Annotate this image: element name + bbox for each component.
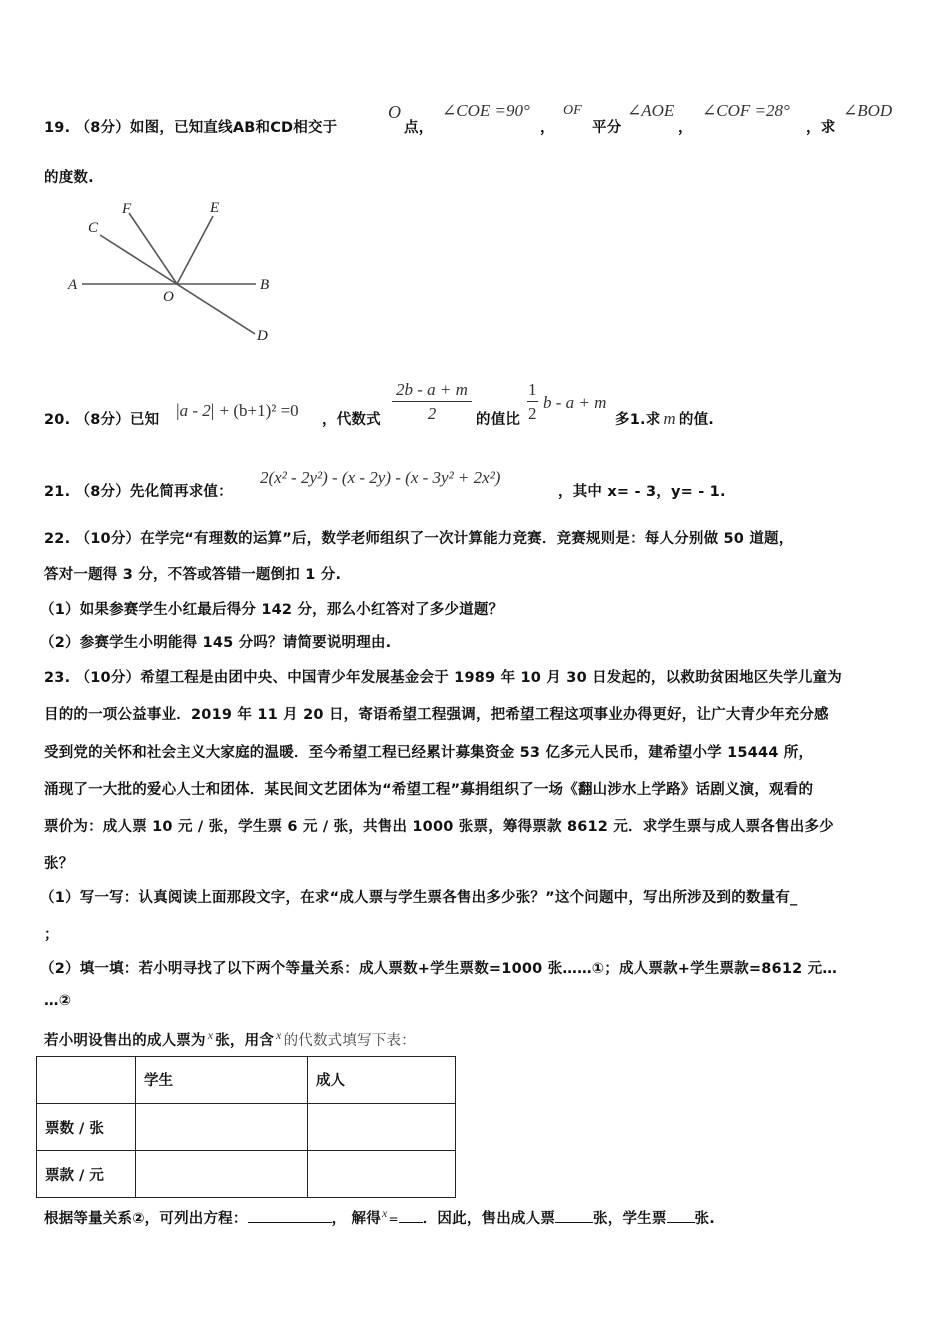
q19-angle-coe: ∠COE =90°	[442, 101, 530, 120]
table-row	[37, 1151, 456, 1198]
q19-comma1: ，	[540, 120, 555, 136]
q23-setup-b: 张，用含	[215, 1032, 275, 1049]
q20-text4: 的值.	[678, 412, 714, 428]
table-header-adult: 成人	[308, 1057, 456, 1104]
q19-line1	[44, 116, 337, 137]
table-row-label-count: 票数 / 张	[37, 1104, 136, 1151]
q20-frac2-den: 2	[528, 404, 537, 423]
q19-prefix: 19. （8分）如图，已知直线AB和CD相交于	[44, 120, 338, 136]
table-cell-student-count[interactable]	[136, 1104, 308, 1151]
q20-m: m	[663, 409, 676, 428]
label-e: E	[210, 200, 220, 216]
q23-para-line-5: 票价为：成人票 10 元 / 张，学生票 6 元 / 张，共售出 1000 张票，筹得票款 8612 元．求学生票与成人票各售出多少	[44, 819, 834, 835]
q19-comma2: ，	[678, 120, 693, 136]
q19-dian: 点，	[404, 120, 434, 136]
table-row-label-amount: 票款 / 元	[37, 1151, 136, 1198]
q19-angle-cof: ∠COF =28°	[702, 101, 790, 120]
q21-prefix: 21. （8分）先化简再求值：	[44, 484, 233, 500]
adult-ticket-blank[interactable]	[555, 1208, 593, 1223]
q22-sub2: （2）参赛学生小明能得 145 分吗？请简要说明理由.	[40, 635, 392, 651]
q19-angle-bod: ∠BOD	[843, 101, 893, 120]
q20-frac1-num: 2b - a + m	[392, 380, 472, 402]
label-c: C	[88, 220, 99, 236]
q21-suffix: ，其中 x= - 3，y= - 1.	[558, 484, 726, 500]
q20-cond-rest: + (b+1)² =0	[219, 401, 299, 420]
q23-sub2-line1: （2）填一填：若小明寻找了以下两个等量关系：成人票数+学生票数=1000 张……①；成人票款+学生票款=8612 元…	[40, 961, 838, 977]
q22-sub1: （1）如果参赛学生小红最后得分 142 分，那么小红答对了多少道题？	[40, 602, 504, 618]
q23-final-b: ， 解得	[331, 1210, 381, 1227]
table-header-student: 学生	[136, 1057, 308, 1104]
q23-x-3: x	[381, 1206, 388, 1220]
x-value-blank[interactable]	[399, 1208, 423, 1223]
label-f: F	[122, 201, 132, 217]
table-cell-adult-count[interactable]	[308, 1104, 456, 1151]
q19-point-o: O	[388, 102, 401, 122]
q23-sub1-line2: ；	[44, 927, 59, 943]
q20-fraction-1	[392, 380, 472, 424]
student-ticket-blank[interactable]	[667, 1208, 695, 1223]
q19-figure	[50, 190, 300, 350]
q23-final-d: 张，学生票	[593, 1210, 667, 1227]
q23-para-line-4: 涌现了一大批的爱心人士和团体．某民间文艺团体为“希望工程”募捐组织了一场《翻山涉水上学路》话剧义演，观看的	[44, 782, 814, 798]
q23-para-line-2: 目的的一项公益事业．2019 年 11 月 20 日，寄语希望工程强调，把希望工程这项事业办得更好，让广大青少年充分感	[44, 707, 829, 723]
table-row	[37, 1104, 456, 1151]
label-d: D	[257, 328, 268, 344]
q20-frac1-den: 2	[427, 404, 437, 423]
table-header-empty	[37, 1057, 136, 1104]
q23-sub2-line2: …②	[44, 993, 72, 1009]
q23-para-line-6: 张？	[44, 856, 74, 872]
q23-setup-a: 若小明设售出的成人票为	[44, 1032, 206, 1049]
table-cell-student-amount[interactable]	[136, 1151, 308, 1198]
q19-qiu: ，求	[806, 120, 836, 136]
q23-x-2: x	[276, 1028, 282, 1042]
q23-final-c: ．因此，售出成人票	[422, 1210, 556, 1227]
q19-angle-aoe: ∠AOE	[627, 101, 675, 120]
q23-sub1-line1: （1）写一写：认真阅读上面那段文字，在求“成人票与学生票各售出多少张？”这个问题中，写出所涉及到的数量有_	[40, 890, 798, 906]
q23-setup-c: 的代数式填写下表：	[283, 1032, 416, 1049]
q19-of: OF	[563, 103, 582, 118]
q20-prefix: 20. （8分）已知	[44, 412, 160, 428]
q22-line2: 答对一题得 3 分，不答或答错一题倒扣 1 分.	[44, 567, 342, 583]
q20-expr2-rest: b - a + m	[543, 393, 607, 412]
q23-final-eq: =	[388, 1211, 399, 1226]
q23-final-line	[44, 1206, 715, 1228]
q23-para-line-3: 受到党的关怀和社会主义大家庭的温暖．至今希望工程已经累计募集资金 53 亿多元人民币，建希望小学 15444 所，	[44, 745, 814, 761]
q23-setup	[44, 1028, 416, 1050]
q22-line1: 22. （10分）在学完“有理数的运算”后，数学老师组织了一次计算能力竞赛．竞赛规则是：每人分别做 50 道题，	[44, 531, 794, 547]
q23-final-e: 张.	[694, 1210, 715, 1227]
table-header-row	[37, 1057, 456, 1104]
q23-para-line-1: 23. （10分）希望工程是由团中央、中国青少年发展基金会于 1989 年 10 月 30 日发起的，以救助贫困地区失学儿童为	[44, 670, 843, 686]
q19-pingfen: 平分	[592, 120, 622, 136]
q20-mid: ，代数式	[322, 412, 381, 428]
label-a: A	[68, 277, 78, 293]
q23-x-1: x	[207, 1028, 214, 1042]
q20-fraction-2	[527, 380, 538, 424]
q20-condition: |a - 2| + (b+1)² =0	[176, 400, 299, 420]
q19-line2: 的度数.	[44, 170, 94, 186]
q20-frac2-num: 1	[527, 380, 538, 402]
table-cell-adult-amount[interactable]	[308, 1151, 456, 1198]
equation-blank[interactable]	[248, 1208, 332, 1223]
q20-cond-abs: a - 2	[179, 401, 211, 420]
q20-text2: 的值比	[476, 412, 521, 428]
ticket-table	[36, 1056, 456, 1198]
label-b: B	[260, 277, 270, 293]
q20-text3-label: 多1.求	[615, 412, 661, 428]
q20-text3	[615, 408, 714, 429]
label-o: O	[163, 289, 174, 305]
q21-expression: 2(x² - 2y²) - (x - 2y) - (x - 3y² + 2x²)	[260, 468, 501, 487]
q23-final-a: 根据等量关系②，可列出方程：	[44, 1210, 248, 1227]
